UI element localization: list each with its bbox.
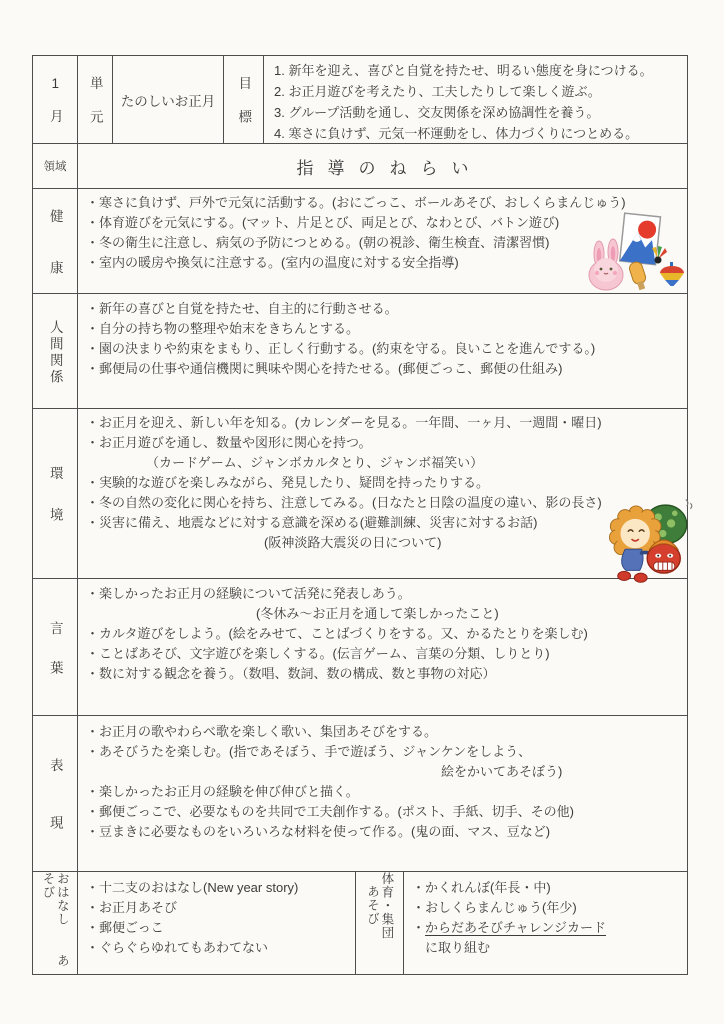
section-language-label-cell [33, 579, 78, 715]
goal-item: 4. 寒さに負けず、元気一杯運動をし、体力づくりにつとめる。 [274, 126, 639, 141]
section-human-content [78, 294, 687, 408]
goal-item: 2. お正月遊びを考えたり、工夫したりして楽しく遊ぶ。 [274, 84, 601, 99]
unit-label: 単元 [87, 76, 103, 143]
bullet-line: ・お正月の歌やわらべ歌を楽しく歌い、集団あそびをする。 [86, 724, 438, 739]
bullet-line: ・お正月を迎え、新しい年を知る。(カレンダーを見る。一年間、一ヶ月、一週間・曜日) [86, 415, 602, 430]
section-expression-content [78, 716, 687, 871]
section-human-label-cell [33, 294, 78, 408]
goal-label-cell [224, 56, 264, 143]
bullet-line: ・冬の自然の変化に関心を持ち、注意してみる。(日なたと日陰の温度の違い、影の長さ) [86, 495, 602, 510]
domain-label-cell [33, 144, 78, 188]
bullet-continuation: 絵をかいてあそぼう) [441, 764, 563, 779]
section-language-label: 言葉 [47, 620, 63, 700]
aim-row [33, 144, 687, 189]
section-environment [33, 409, 687, 579]
section-language-content [78, 579, 687, 715]
month-label: 1月 [47, 76, 63, 141]
story-play-label [41, 872, 70, 974]
section-human-label: 人間関係 [47, 319, 63, 386]
bottom-row [33, 872, 687, 974]
header-row [33, 56, 687, 144]
story-play-label-cell [33, 872, 78, 974]
bullet-line: ・災害に備え、地震などに対する意識を深める(避難訓練、災害に対するお話) [86, 515, 538, 530]
bullet-continuation: （カードゲーム、ジャンボカルタとり、ジャンボ福笑い） [146, 455, 484, 470]
unit-value-cell [113, 56, 224, 143]
list-item: ・お正月あそび [86, 900, 178, 915]
bullet-line: ・室内の暖房や換気に注意する。(室内の温度に対する安全指導) [86, 255, 459, 270]
section-human [33, 294, 687, 409]
bullet-line: ・あそびうたを楽しむ。(指であそぼう、手で遊ぼう、ジャンケンをしよう、 [86, 744, 532, 759]
bullet-line: ・楽しかったお正月の経験を伸び伸びと描く。 [86, 784, 359, 799]
list-item: ・郵便ごっこ [86, 920, 164, 935]
goals-cell [264, 56, 687, 143]
story-play-content [78, 872, 356, 974]
bullet-line: ・カルタ遊びをしよう。(絵をみせて、ことばづくりをする。又、かるたとりを楽しむ) [86, 626, 588, 641]
list-item-continuation: に取り組む [425, 940, 491, 955]
bullet-line: ・新年の喜びと自覚を持たせ、自主的に行動させる。 [86, 301, 398, 316]
section-health-label: 健康 [47, 208, 63, 312]
goal-label: 目標 [236, 76, 252, 143]
pe-group-label-col2: あそび [365, 885, 380, 926]
bullet-line: ・郵便ごっこで、必要なものを共同で工夫創作する。(ポスト、手紙、切手、その他) [86, 804, 574, 819]
unit-title: たのしいお正月 [120, 93, 216, 109]
bullet-line: ・寒さに負けず、戸外で元気に活動する。(おにごっこ、ボールあそび、おしくらまんじゅう) [86, 195, 626, 210]
aim-title-cell [78, 144, 687, 188]
month-cell [33, 56, 78, 143]
section-environment-content [78, 409, 687, 578]
list-item: ・ぐらぐらゆれてもあわてない [86, 940, 269, 955]
challenge-card-text: からだあそびチャレンジカード [425, 920, 606, 935]
section-health-label-cell [33, 189, 78, 312]
pe-group-content [404, 872, 687, 974]
bullet-glyph: ・ [412, 920, 426, 935]
bullet-continuation: (冬休み〜お正月を通して楽しかったこと) [256, 606, 499, 621]
story-play-label-col2: あそび [41, 872, 70, 968]
bullet-line: ・園の決まりや約束をまもり、正しく行動する。(約束を守る。良いことを進んでする。) [86, 341, 596, 356]
bullet-line: ・冬の衛生に注意し、病気の予防につとめる。(朝の視診、衛生検査、清潔習慣) [86, 235, 550, 250]
story-play-label-col1: おはなし [55, 872, 70, 926]
bullet-line: ・郵便局の仕事や通信機関に興味や関心を持たせる。(郵便ごっこ、郵便の仕組み) [86, 361, 563, 376]
bullet-line: ・楽しかったお正月の経験について活発に発表しあう。 [86, 586, 411, 601]
goal-item: 3. グループ活動を通し、交友関係を深め協調性を養う。 [274, 105, 600, 120]
bullet-line: ・実験的な遊びを楽しみながら、発見したり、疑問を持ったりする。 [86, 475, 490, 490]
bullet-line: ・お正月遊びを通し、数量や図形に関心を持つ。 [86, 435, 372, 450]
bullet-line: ・数に対する観念を養う。（数唱、数詞、数の構成、数と事物の対応） [86, 666, 496, 681]
bullet-line: ・ことばあそび、文字遊びを楽しくする。(伝言ゲーム、言葉の分類、しりとり) [86, 646, 550, 661]
list-item: ・かくれんぼ(年長・中) [412, 880, 551, 895]
bullet-line: ・豆まきに必要なものをいろいろな材料を使って作る。(鬼の面、マス、豆など) [86, 824, 551, 839]
bullet-line: ・体育遊びを元気にする。(マット、片足とび、両足とび、なわとび、バトン遊び) [86, 215, 560, 230]
bullet-continuation: (阪神淡路大震災の日について) [264, 535, 442, 550]
section-health-content [78, 189, 687, 293]
section-expression-label-cell [33, 716, 78, 871]
aim-title: 指導のねらい [296, 158, 483, 178]
section-expression [33, 716, 687, 872]
goal-item: 1. 新年を迎え、喜びと自覚を持たせ、明るい態度を身につける。 [274, 63, 653, 78]
section-environment-label: 環境 [47, 466, 63, 549]
list-item: ・十二支のおはなし(New year story) [86, 880, 299, 895]
domain-label: 領域 [43, 161, 67, 173]
plan-table [32, 55, 688, 975]
unit-label-cell [78, 56, 113, 143]
section-expression-label: 表現 [47, 758, 63, 873]
pe-group-label-cell [356, 872, 404, 974]
list-item: ・おしくらまんじゅう(年少) [412, 900, 577, 915]
section-language [33, 579, 687, 716]
section-environment-label-cell [33, 409, 78, 578]
pe-group-label-col1: 体育・集団 [379, 872, 394, 940]
pe-group-label [365, 872, 394, 974]
list-item-underlined [412, 918, 681, 938]
bullet-line: ・自分の持ち物の整理や始末をきちんとする。 [86, 321, 360, 336]
